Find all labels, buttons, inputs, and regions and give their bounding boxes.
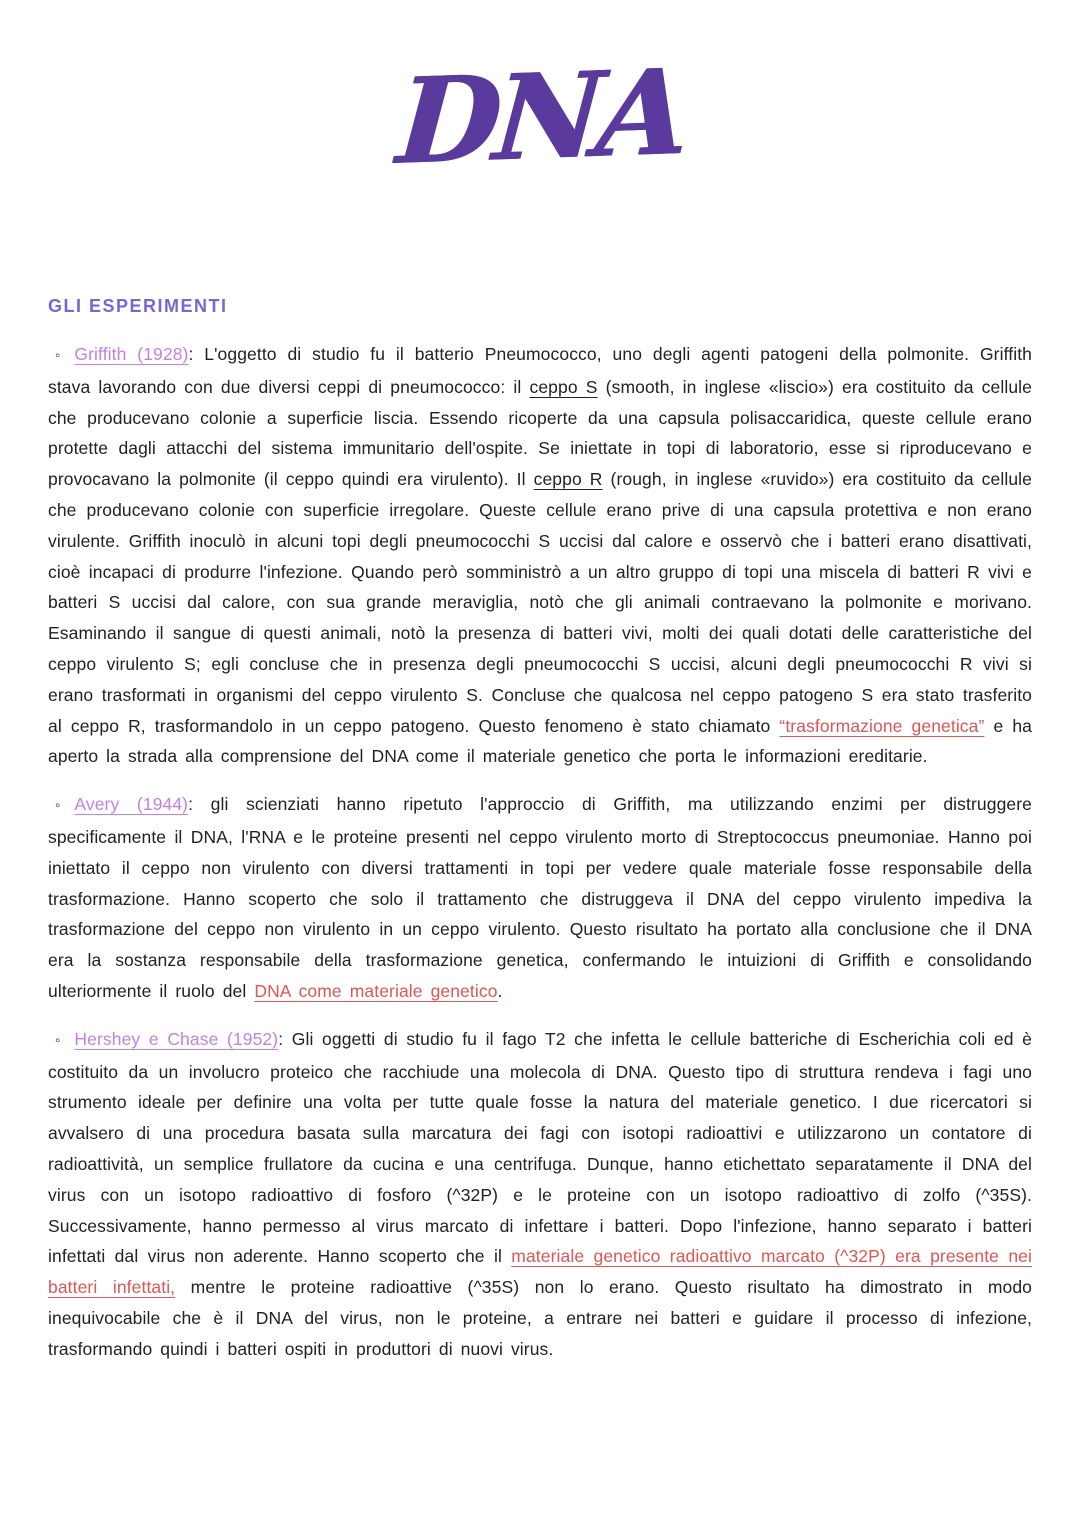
experiments-list (48, 339, 1032, 1365)
paragraph-content (48, 1029, 1032, 1359)
experiment-term-link: Hershey e Chase (1952) (74, 1028, 279, 1049)
paragraph-text: (rough, in inglese «ruvido») era costituito da cellule che producevano colonie con superficie irregolare. Queste cellule erano prive di una capsula protettiva e non erano virulente. Griffith inoculò in alcuni topi degli pneumococchi S uccisi dal calore e osservò che i batteri erano disattivati, cioè incapaci di produrre l'infezione. Quando però somministrò a un altro gruppo di topi una miscela di batteri R vivi e batteri S uccisi dal calore, con sua grande meraviglia, notò che gli animali contraevano la polmonite e morivano. Esaminando il sangue di questi animali, notò la presenza di batteri vivi, molti dei quali dotati delle caratteristiche del ceppo virulento S; egli concluse che in presenza degli pneumococchi S uccisi, alcuni degli pneumococchi R vivi si erano trasformati in organismi del ceppo virulento S. Concluse che qualcosa nel ceppo patogeno S era stato trasferito al ceppo R, trasformandolo in un ceppo patogeno. Questo fenomeno è stato chiamato (48, 469, 1032, 736)
dna-title-lettering: DNA (392, 42, 688, 191)
key-concept-highlight: “trasformazione genetica” (779, 715, 985, 736)
paragraph-content (48, 794, 1032, 1001)
bullet-marker: ◦ (55, 797, 61, 815)
underlined-term: ceppo R (533, 469, 603, 490)
paragraph-text: . (497, 980, 503, 1001)
underlined-term: ceppo S (529, 376, 598, 397)
paragraph-content (48, 344, 1032, 766)
bullet-marker: ◦ (55, 1031, 61, 1049)
paragraph-text: (smooth, in inglese «liscio») era costituito da cellule che producevano colonie a superficie liscia. Essendo ricoperte da una capsula polisaccaridica, queste cellule erano protette dagli attacchi del sistema immunitario dell'ospite. Se iniettate in topi di laboratorio, esse si riproducevano e provocavano la polmonite (il ceppo quindi era virulento). Il (48, 376, 1032, 490)
key-concept-highlight: DNA come materiale genetico (254, 980, 498, 1001)
paragraph-text: : gli scienziati hanno ripetuto l'approccio di Griffith, ma utilizzando enzimi per distruggere specificamente il DNA, l'RNA e le proteine presenti nel ceppo virulento morto di Streptococcus pneumoniae. Hanno poi iniettato il ceppo non virulento con diversi trattamenti in topi per vedere quale materiale fosse responsabile della trasformazione. Hanno scoperto che solo il trattamento che distruggeva il DNA del ceppo virulento impediva la trasformazione del ceppo non virulento in un ceppo virulento. Questo risultato ha portato alla conclusione che il DNA era la sostanza responsabile della trasformazione genetica, confermando le intuizioni di Griffith e consolidando ulteriormente il ruolo del (48, 794, 1032, 1001)
paragraph-text: : L'oggetto di studio fu il batterio Pneumococco, uno degli agenti patogeni della polmonite. Griffith stava lavorando con due diversi ceppi di pneumococco: il (48, 344, 1032, 397)
key-concept-highlight: materiale genetico radioattivo marcato (^32P) era presente nei batteri infettati, (48, 1246, 1032, 1298)
paragraph-text: e ha aperto la strada alla comprensione del DNA come il materiale genetico che porta le informazioni ereditarie. (48, 715, 1032, 767)
paragraph-text: : Gli oggetti di studio fu il fago T2 che infetta le cellule batteriche di Escherichia coli ed è costituito da un involucro proteico che racchiude una molecola di DNA. Questo tipo di struttura rendeva i fagi uno strumento ideale per definire una volta per tutte quale fosse la natura del materiale genetico. I due ricercatori si avvalsero di una procedura basata sulla marcatura dei fagi con isotopi radioattivi e utilizzarono un contatore di radioattività, un semplice frullatore da cucina e una centrifuga. Dunque, hanno etichettato separatamente il DNA del virus con un isotopo radioattivo di fosforo (^32P) e le proteine con un isotopo radioattivo di zolfo (^35S). Successivamente, hanno permesso al virus marcato di infettare i batteri. Dopo l'infezione, hanno separato i batteri infettati dal virus non aderente. Hanno scoperto che il (48, 1028, 1032, 1267)
title-area (48, 0, 1032, 218)
experiment-term-link: Avery (1944) (74, 794, 189, 815)
section-heading: GLI ESPERIMENTI (48, 296, 228, 316)
experiment-paragraph-griffith (48, 339, 1032, 772)
experiment-paragraph-avery (48, 789, 1032, 1007)
bullet-marker: ◦ (55, 347, 61, 364)
paragraph-text: mentre le proteine radioattive (^35S) non lo erano. Questo risultato ha dimostrato in modo inequivocabile che è il DNA del virus, non le proteine, a entrare nei batteri e guidare il processo di infezione, trasformando quindi i batteri ospiti in produttori di nuovi virus. (48, 1277, 1032, 1359)
experiment-paragraph-hershey-chase (48, 1024, 1032, 1365)
experiment-term-link: Griffith (1928) (74, 344, 189, 364)
